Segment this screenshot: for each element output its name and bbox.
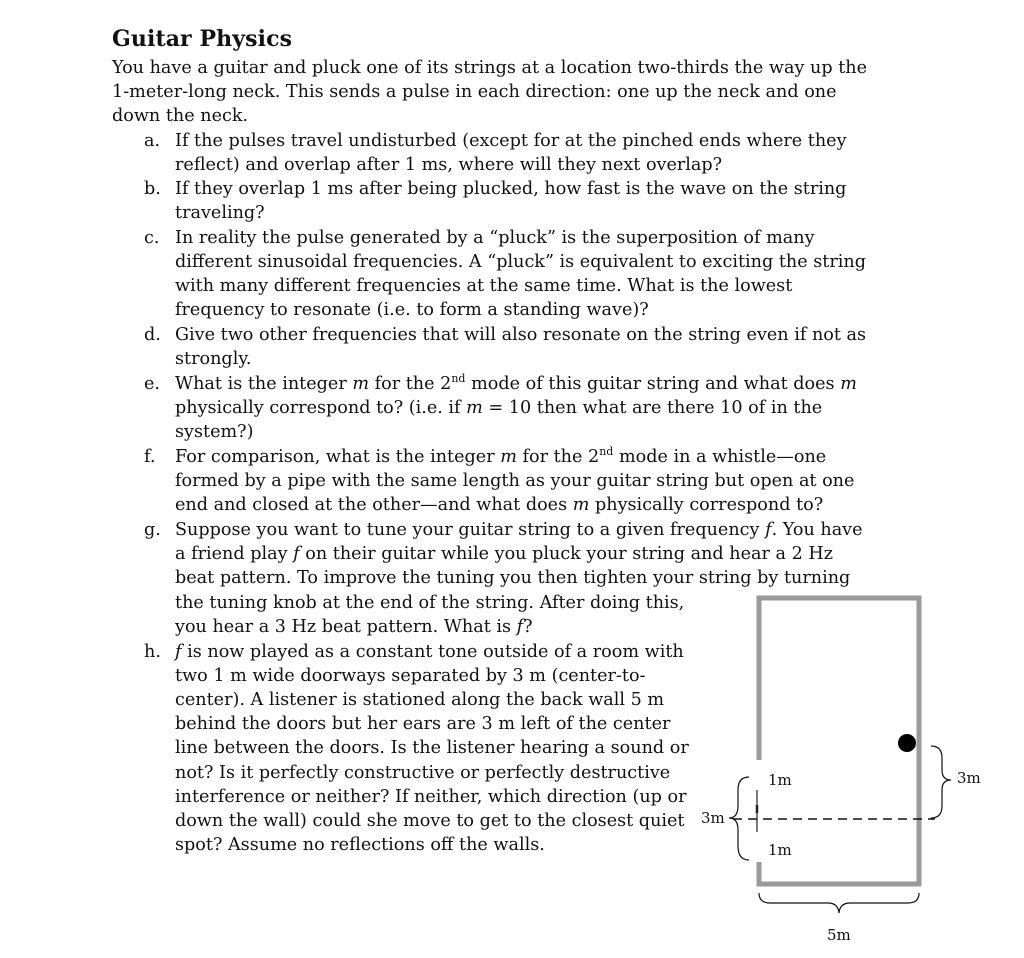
item-b-label: b. [144,179,161,199]
intro-line: You have a guitar and pluck one of its strings at a location two-thirds the way up the [112,58,868,78]
item-d-line: strongly. [175,349,252,369]
item-c-line: with many different frequencies at the same time. What is the lowest [175,276,793,296]
item-h-line: line between the doors. Is the listener hearing a sound or [175,738,689,758]
intro-line: down the neck. [112,106,249,126]
item-h-line: center). A listener is stationed along the back wall 5 m [175,690,665,710]
item-g-line: you hear a 3 Hz beat pattern. What is f? [175,617,533,637]
intro-line: 1-meter-long neck. This sends a pulse in each direction: one up the neck and one [112,82,837,102]
item-h-line: not? Is it perfectly constructive or perfectly destructive [175,763,671,783]
item-e-line: system?) [175,422,254,442]
item-e-line: physically correspond to? (i.e. if m = 10 then what are there 10 of in the [175,398,823,418]
item-b-line: If they overlap 1 ms after being plucked, how fast is the wave on the string [175,179,847,199]
item-f-line: For comparison, what is the integer m for the 2nd mode in a whistle—one [175,445,827,467]
item-e-label: e. [144,374,161,394]
item-h-label: h. [144,642,161,662]
item-h-line: f is now played as a constant tone outside of a room with [175,642,684,662]
item-f-line: formed by a pipe with the same length as your guitar string but open at one [175,471,855,491]
item-h-line: two 1 m wide doorways separated by 3 m (center-to- [175,666,646,686]
item-c-label: c. [144,228,160,248]
page-title: Guitar Physics [112,26,293,52]
room-depth-label: 5m [827,926,851,944]
item-d-line: Give two other frequencies that will also resonate on the string even if not as [175,325,867,345]
door-bottom-width-label: 1m [768,841,792,859]
item-g-line: a friend play f on their guitar while you pluck your string and hear a 2 Hz [175,544,834,564]
item-c-line: In reality the pulse generated by a “pluck” is the superposition of many [175,228,815,248]
offset-brace [931,746,951,818]
item-c-line: different sinusoidal frequencies. A “pluck” is equivalent to exciting the string [175,252,866,272]
item-h-line: spot? Assume no reflections off the walls. [175,835,545,855]
item-g-line: the tuning knob at the end of the string. After doing this, [175,593,685,613]
item-h-line: behind the doors but her ears are 3 m left of the center [175,714,671,734]
item-a-label: a. [144,131,161,151]
item-g-label: g. [144,520,161,540]
item-f-label: f. [144,447,156,467]
item-b-line: traveling? [175,203,265,223]
item-c-line: frequency to resonate (i.e. to form a standing wave)? [175,300,649,320]
item-h-line: interference or neither? If neither, which direction (up or [175,787,687,807]
item-f-line: end and closed at the other—and what does m physically correspond to? [175,495,824,515]
item-a-line: reflect) and overlap after 1 ms, where will they next overlap? [175,155,723,175]
item-e-line: What is the integer m for the 2nd mode of this guitar string and what does m [175,372,857,394]
listener-offset-label: 3m [957,769,981,787]
door-separation-label: 3m [701,809,725,827]
item-g-line: Suppose you want to tune your guitar string to a given frequency f. You have [175,520,863,540]
item-d-label: d. [144,325,161,345]
door-top-width-label: 1m [768,771,792,789]
listener-dot [898,734,916,752]
item-a-line: If the pulses travel undisturbed (except for at the pinched ends where they [175,131,847,151]
item-g-line: beat pattern. To improve the tuning you then tighten your string by turning [175,568,851,588]
depth-brace [759,893,919,913]
item-h-line: down the wall) could she move to get to the closest quiet [175,811,685,831]
